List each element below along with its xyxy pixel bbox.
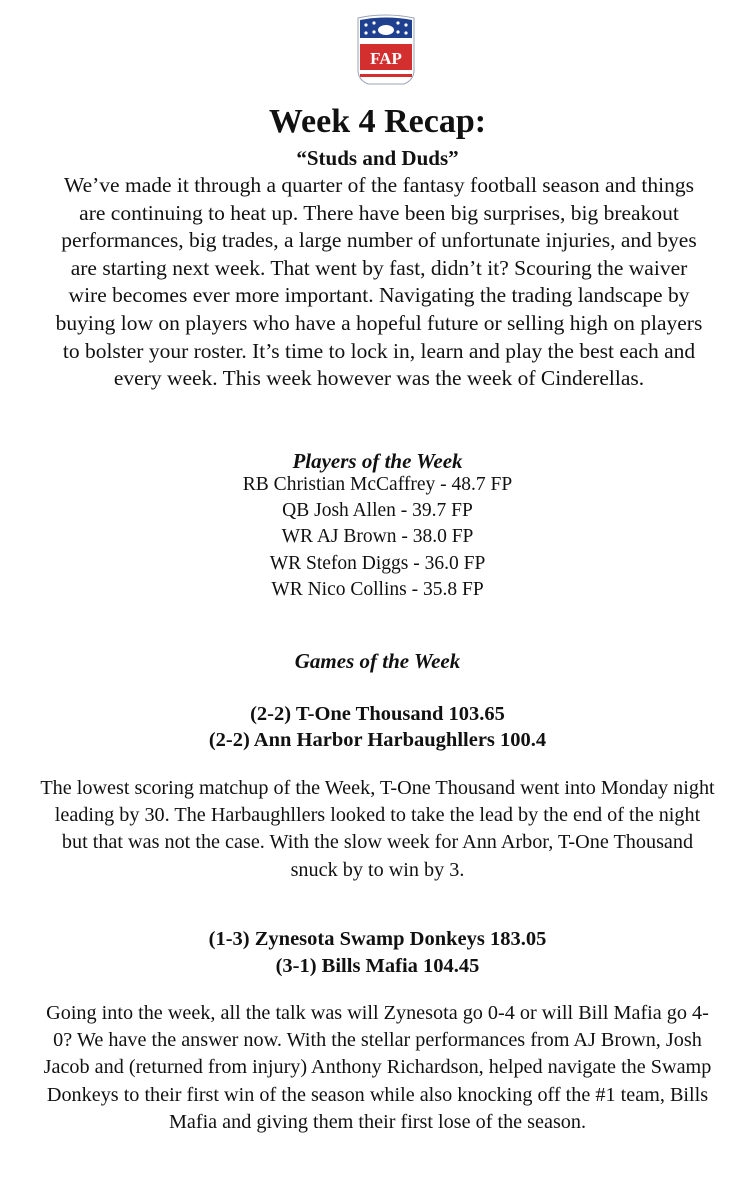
players-heading: Players of the Week bbox=[292, 449, 463, 473]
game-1-recap: The lowest scoring matchup of the Week, T-One Thousand went into Monday night leading by 30. The Harbaughllers looked to take the lead by the end of the night but that was not the case. With the slow week for Ann Arbor, T-One Thousand snuck by to win by 3. bbox=[40, 777, 715, 881]
game-1-team1: (2-2) T-One Thousand 103.65 bbox=[250, 703, 505, 725]
intro-paragraph: We’ve made it through a quarter of the fantasy football season and things are continuing to heat up. There have been big surprises, big breakout performances, big trades, a large number of unfortunate injuries, and byes are starting next week. That went by fast, didn’t it? Scouring the waiver wire becomes ever more important. Navigating the trading landscape by buying low on players who have a hopeful future or selling high on players to bolster your roster. It’s time to lock in, learn and play the best each and every week. This week however was the week of Cinderellas. bbox=[55, 173, 703, 391]
game-2-recap: Going into the week, all the talk was will Zynesota go 0-4 or will Bill Mafia go 4-0? We have the answer now. With the stellar performances from AJ Brown, Josh Jacob and (returned from injury) Anthony Richardson, helped navigate the Swamp Donkeys to their first win of the season while also knocking off the #1 team, Bills Mafia and giving them their first lose of the season. bbox=[43, 1002, 712, 1133]
games-heading: Games of the Week bbox=[294, 649, 461, 673]
game-2-team1: (1-3) Zynesota Swamp Donkeys 183.05 bbox=[208, 928, 547, 950]
shield-icon bbox=[354, 14, 418, 86]
player-item: WR AJ Brown - 38.0 FP bbox=[281, 526, 474, 548]
players-list bbox=[0, 472, 755, 603]
player-item: QB Josh Allen - 39.7 FP bbox=[282, 500, 473, 522]
game-2-team2: (3-1) Bills Mafia 104.45 bbox=[275, 955, 480, 977]
logo-text: FAP bbox=[370, 49, 402, 68]
player-item: WR Stefon Diggs - 36.0 FP bbox=[269, 552, 486, 574]
game-1-team2: (2-2) Ann Harbor Harbaughllers 100.4 bbox=[208, 729, 547, 751]
player-item: WR Nico Collins - 35.8 FP bbox=[271, 578, 484, 600]
player-item: RB Christian McCaffrey - 48.7 FP bbox=[242, 474, 513, 495]
page-title: Week 4 Recap: bbox=[268, 103, 487, 140]
fap-shield-logo bbox=[354, 14, 418, 86]
page-subtitle: “Studs and Duds” bbox=[296, 146, 459, 170]
